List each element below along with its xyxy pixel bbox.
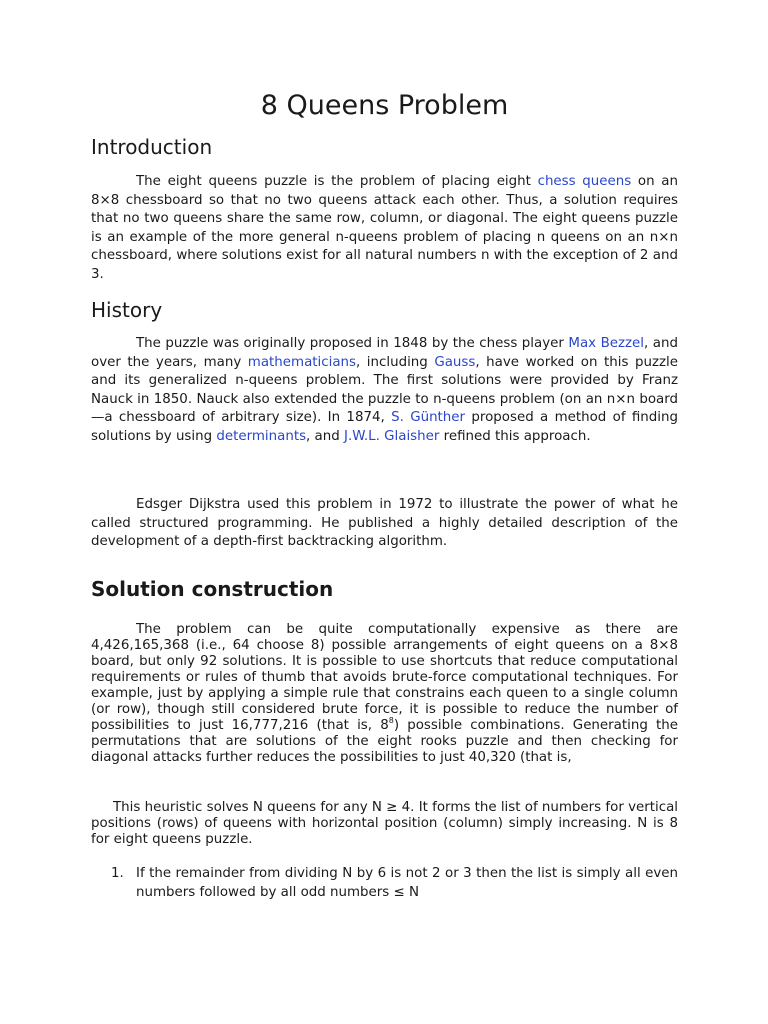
page-title: 8 Queens Problem <box>260 90 509 121</box>
list-item-number: 1. <box>111 866 124 881</box>
superscript: 8 <box>388 716 394 725</box>
text-run: The puzzle was originally proposed in 1848 by the chess player <box>136 336 569 351</box>
text-run: on an 8×8 chessboard so that no two queens attack each other. Thus, a solution requires that no two queens share the same row, column, or diagonal. The eight queens puzzle is an example of the more general n-queens problem of placing n queens on an n×n chessboard, where solutions exist for all natural numbers n with the exception of 2 and 3. <box>91 174 678 282</box>
introduction-paragraph <box>91 173 678 284</box>
history-paragraph-2: Edsger Dijkstra used this problem in 1972 to illustrate the power of what he called structured programming. He published a highly detailed description of the development of a depth-first backtracking algorithm. <box>91 497 678 549</box>
link-jwl-glaisher[interactable]: J.W.L. Glaisher <box>344 428 440 444</box>
link-mathematicians[interactable]: mathematicians <box>247 354 356 370</box>
text-run: ) possible combinations. Generating the permutations that are solutions of the eight rooks puzzle and then checking for diagonal attacks further reduces the possibilities to just 40,320 (that is, <box>91 718 678 765</box>
text-run: , and <box>306 428 345 444</box>
history-paragraph-1 <box>91 335 678 446</box>
text-run: The problem can be quite computationally expensive as there are 4,426,165,368 (i.e., 64 choose 8) possible arrangements of eight queens on a 8×8 board, but only 92 solutions. It is possible to use shortcuts that reduce computational requirements or rules of thumb that avoids brute-force computational techniques. For example, just by applying a simple rule that constrains each queen to a single column (or row), though still considered brute force, it is possible to reduce the number of possibilities to just 16,777,216 (that is, 8 <box>91 622 678 733</box>
text-run: The eight queens puzzle is the problem of placing eight <box>136 174 538 189</box>
link-s-gunther[interactable]: S. Günther <box>391 410 466 425</box>
link-determinants[interactable]: determinants <box>216 428 307 444</box>
list-item-text: If the remainder from dividing N by 6 is not 2 or 3 then the list is simply all even numbers followed by all odd numbers ≤ N <box>136 866 678 900</box>
link-max-bezzel[interactable]: Max Bezzel <box>568 336 645 351</box>
solution-paragraph-2: This heuristic solves N queens for any N ≥ 4. It forms the list of numbers for vertical positions (rows) of queens with horizontal position (column) simply increasing. N is 8 for eight queens puzzle. <box>91 800 679 847</box>
section-heading-solution-construction: Solution construction <box>91 577 334 601</box>
text-run: proposed a method of finding solutions by using <box>91 410 678 444</box>
text-run: , including <box>356 354 435 370</box>
solution-paragraph-1 <box>91 622 678 766</box>
text-run: , have worked on this puzzle and its generalized n-queens problem. The first solutions were provided by Franz Nauck in 1850. Nauck also extended the puzzle to n-queens problem (on an n×n board—a chessboard of arbitrary size). In 1874, <box>91 354 678 425</box>
section-heading-history: History <box>91 298 163 322</box>
text-run: refined this approach. <box>439 428 591 444</box>
heuristic-steps-list <box>91 865 678 902</box>
section-heading-introduction: Introduction <box>91 135 213 159</box>
link-gauss[interactable]: Gauss <box>434 354 476 370</box>
list-item <box>91 865 678 902</box>
link-chess-queens[interactable]: chess queens <box>537 174 632 189</box>
text-run: , and over the years, many <box>91 336 678 370</box>
